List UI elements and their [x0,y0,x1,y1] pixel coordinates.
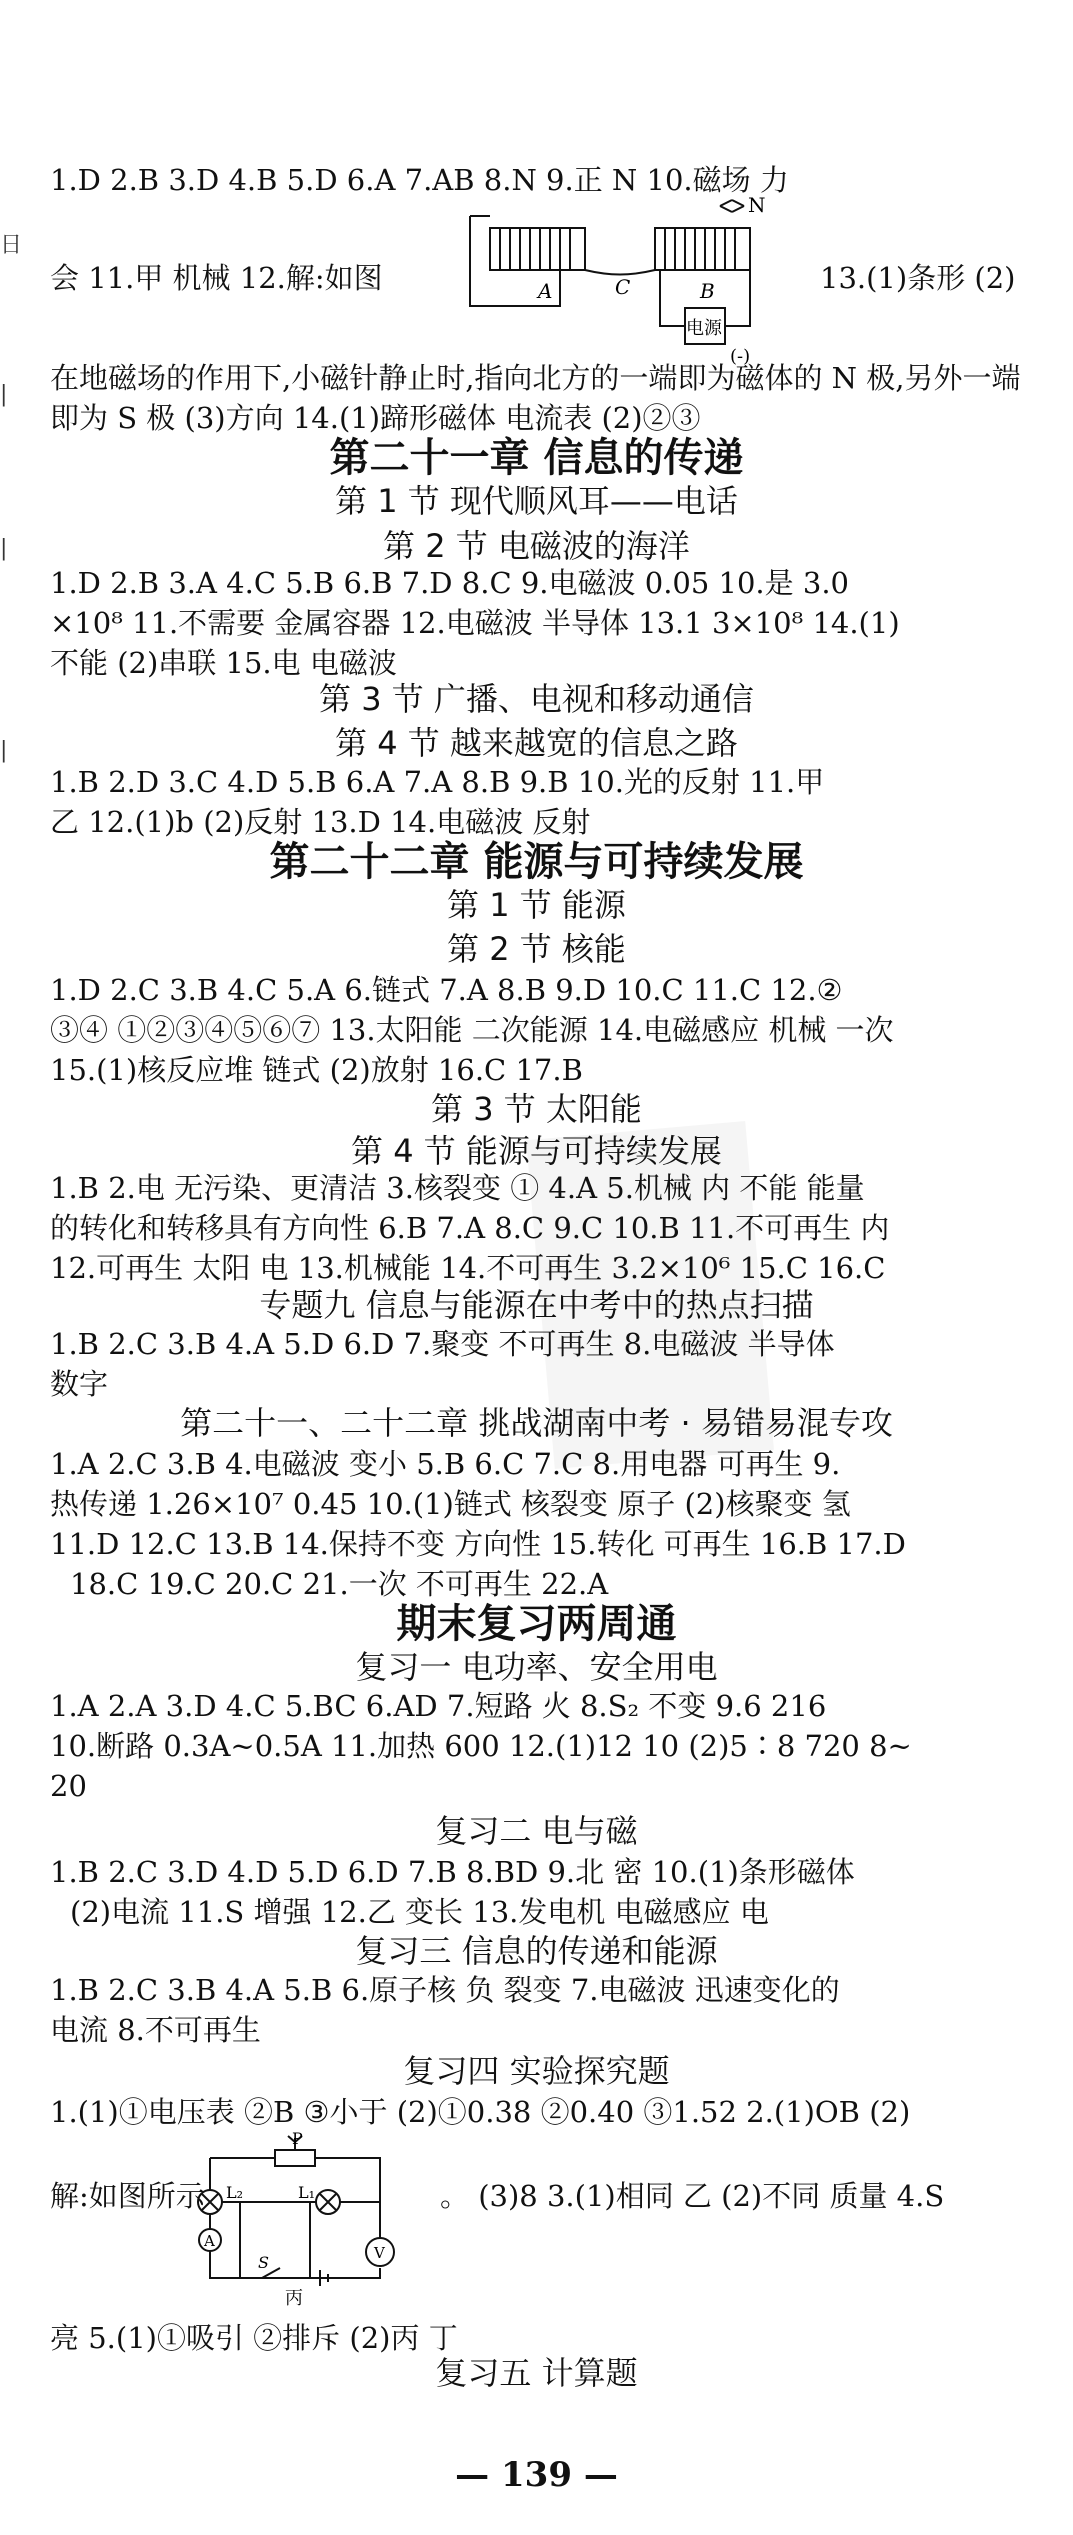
section-heading: 复习二 电与磁 [435,1812,638,1850]
section-heading: 第 2 节 电磁波的海洋 [383,527,690,565]
edge-mark: 日 [0,233,23,258]
answer-line: 数字 [50,1367,109,1401]
fig1-label: A [538,279,553,303]
answer-line: 1.A 2.C 3.B 4.电磁波 变小 5.B 6.C 7.C 8.用电器 可再生 9. [50,1447,841,1481]
section-heading: 专题九 信息与能源在中考中的热点扫描 [259,1286,814,1324]
answer-line: 解:如图所示 [50,2179,205,2213]
answer-line: 。 (3)8 3.(1)相同 乙 (2)不同 质量 4.S [440,2179,945,2213]
fig1-label: 电源 [686,318,722,339]
answer-line: 10.断路 0.3A~0.5A 11.加热 600 12.(1)12 10 (2)5∶8 720 8~ [50,1729,912,1763]
page-number: — 139 — [455,2455,618,2495]
answer-line: 不能 (2)串联 15.电 电磁波 [50,646,397,680]
answer-line: 13.(1)条形 (2) [820,261,1016,295]
answer-line: 亮 5.(1)①吸引 ②排斥 (2)丙 丁 [50,2321,458,2355]
answer-line: 12.可再生 太阳 电 13.机械能 14.不可再生 3.2×10⁶ 15.C 16.C [50,1251,886,1285]
section-heading: 第二十一、二十二章 挑战湖南中考 · 易错易混专攻 [180,1404,893,1442]
answer-line: 热传递 1.26×10⁷ 0.45 10.(1)链式 核裂变 原子 (2)核聚变 氢 [50,1487,851,1521]
section-heading: 第 4 节 越来越宽的信息之路 [335,724,738,762]
answer-line: (2)电流 11.S 增强 12.乙 变长 13.发电机 电磁感应 电 [70,1895,769,1929]
answer-line: 1.D 2.B 3.A 4.C 5.B 6.B 7.D 8.C 9.电磁波 0.05 10.是 3.0 [50,566,849,600]
section-heading: 第 1 节 能源 [447,886,626,924]
section-heading: 第 4 节 能源与可持续发展 [351,1132,722,1170]
answer-line: 1.(1)①电压表 ②B ③小于 (2)①0.38 ②0.40 ③1.52 2.(1)OB (2) [50,2095,911,2129]
fig1-label: B [700,279,715,303]
answer-line: 1.B 2.C 3.B 4.A 5.B 6.原子核 负 裂变 7.电磁波 迅速变化的 [50,1973,840,2007]
fig1-label: (-) [730,346,751,366]
fig2-label: V [374,2244,385,2262]
answer-line: 电流 8.不可再生 [50,2013,261,2047]
section-heading: 复习四 实验探究题 [403,2052,670,2090]
section-heading: 复习三 信息的传递和能源 [355,1932,718,1970]
fig1-label: C [615,275,631,299]
fig1-label: N [748,196,766,217]
section-heading: 第 3 节 广播、电视和移动通信 [319,680,754,718]
answer-line: 1.A 2.A 3.D 4.C 5.BC 6.AD 7.短路 火 8.S₂ 不变 9.6 216 [50,1689,827,1723]
edge-mark: | [0,536,8,561]
fig2-label: P [292,2129,303,2148]
section-heading: 第 1 节 现代顺风耳——电话 [335,482,738,520]
answer-line: 1.B 2.电 无污染、更清洁 3.核裂变 ① 4.A 5.机械 内 不能 能量 [50,1171,865,1205]
fig2-label: S [258,2253,269,2272]
edge-mark: | [0,738,8,763]
answer-line: 的转化和转移具有方向性 6.B 7.A 8.C 9.C 10.B 11.不可再生 内 [50,1211,890,1245]
answer-line: 1.B 2.C 3.B 4.A 5.D 6.D 7.聚变 不可再生 8.电磁波 半导体 [50,1327,835,1361]
answer-line: ③④ ①②③④⑤⑥⑦ 13.太阳能 二次能源 14.电磁感应 机械 一次 [50,1013,894,1047]
section-heading: 复习五 计算题 [435,2354,638,2392]
answer-line: 在地磁场的作用下,小磁针静止时,指向北方的一端即为磁体的 N 极,另外一端 [50,361,1021,395]
section-heading: 复习一 电功率、安全用电 [355,1648,718,1686]
answer-line: 1.B 2.C 3.D 4.D 5.D 6.D 7.B 8.BD 9.北 密 10.(1)条形磁体 [50,1855,855,1889]
answer-line: 即为 S 极 (3)方向 14.(1)蹄形磁体 电流表 (2)②③ [50,401,701,435]
answer-line: 1.D 2.C 3.B 4.C 5.A 6.链式 7.A 8.B 9.D 10.C 11.C 12.② [50,973,843,1007]
edge-mark: | [0,382,8,407]
answer-line: ×10⁸ 11.不需要 金属容器 12.电磁波 半导体 13.1 3×10⁸ 14.(1) [50,606,900,640]
fig2-label: 丙 [285,2288,303,2308]
section-heading: 第 3 节 太阳能 [431,1090,642,1128]
electromagnet-figure [450,196,770,366]
answer-line: 18.C 19.C 20.C 21.一次 不可再生 22.A [70,1567,609,1601]
answer-line: 会 11.甲 机械 12.解:如图 [50,261,383,295]
fig2-label: L₂ [226,2183,244,2202]
answer-line: 1.B 2.D 3.C 4.D 5.B 6.A 7.A 8.B 9.B 10.光的反射 11.甲 [50,765,825,799]
fig2-label: A [204,2232,215,2250]
section-heading: 第 2 节 核能 [447,930,626,968]
answer-line: 20 [50,1769,87,1803]
chapter-heading: 第二十一章 信息的传递 [329,435,744,481]
chapter-heading: 期末复习两周通 [396,1601,677,1647]
answer-line: 乙 12.(1)b (2)反射 13.D 14.电磁波 反射 [50,805,591,839]
answer-line: 1.D 2.B 3.D 4.B 5.D 6.A 7.AB 8.N 9.正 N 10.磁场 力 [50,163,789,197]
chapter-heading: 第二十二章 能源与可持续发展 [269,839,804,885]
circuit-figure [180,2128,440,2308]
answer-line: 15.(1)核反应堆 链式 (2)放射 16.C 17.B [50,1053,583,1087]
fig2-label: L₁ [298,2183,316,2202]
answer-line: 11.D 12.C 13.B 14.保持不变 方向性 15.转化 可再生 16.B 17.D [50,1527,906,1561]
